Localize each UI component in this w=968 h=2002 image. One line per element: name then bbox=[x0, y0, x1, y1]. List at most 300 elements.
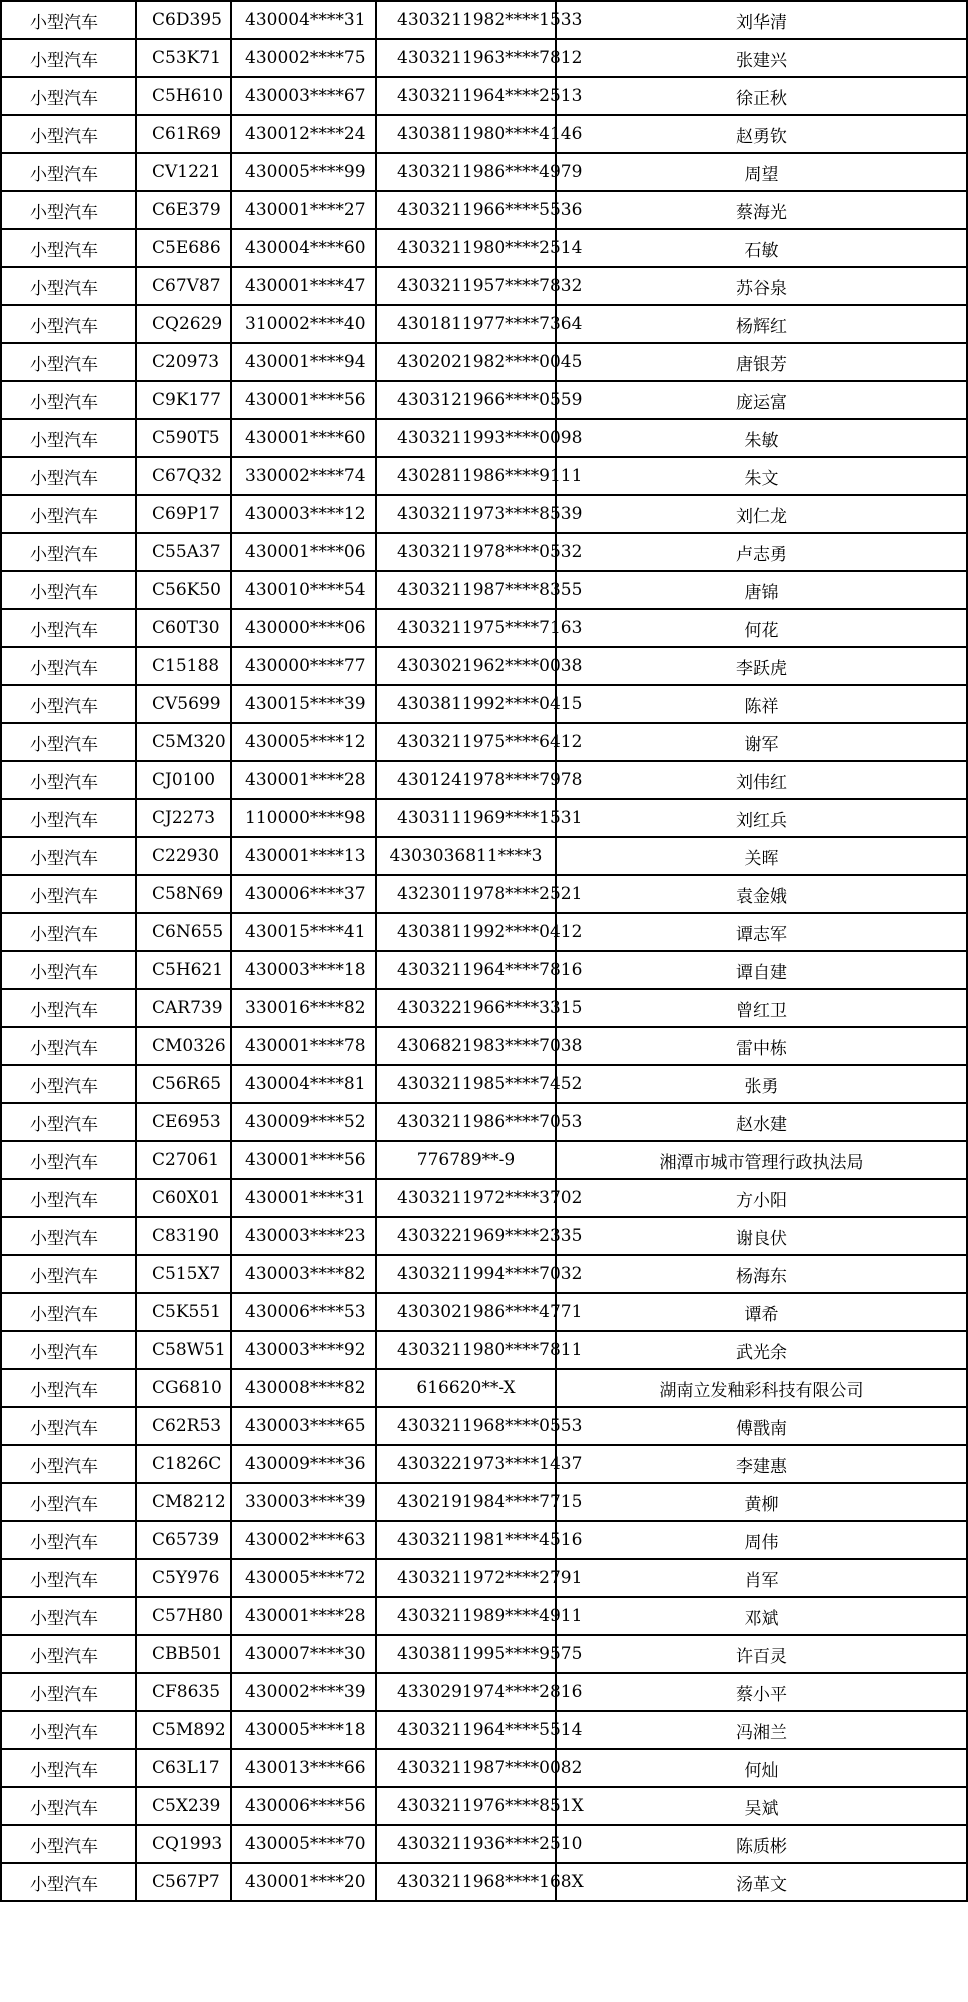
id-number-cell: 4330291974****2816 bbox=[376, 1673, 556, 1711]
id-number-cell: 4303211968****168X bbox=[376, 1863, 556, 1901]
vehicle-type-cell: 小型汽车 bbox=[1, 1863, 136, 1901]
vehicle-type-cell: 小型汽车 bbox=[1, 1141, 136, 1179]
vehicle-type-cell: 小型汽车 bbox=[1, 457, 136, 495]
owner-name-cell: 谭志军 bbox=[556, 913, 967, 951]
owner-name-cell: 唐银芳 bbox=[556, 343, 967, 381]
table-row bbox=[1, 495, 967, 533]
vehicle-type-cell: 小型汽车 bbox=[1, 685, 136, 723]
vehicle-type-cell: 小型汽车 bbox=[1, 305, 136, 343]
owner-name-cell: 谭自建 bbox=[556, 951, 967, 989]
table-row bbox=[1, 1445, 967, 1483]
postal-code-cell: 430002****39 bbox=[231, 1673, 376, 1711]
owner-name-cell: 赵水建 bbox=[556, 1103, 967, 1141]
vehicle-type-cell: 小型汽车 bbox=[1, 1483, 136, 1521]
plate-number-cell: CM8212 bbox=[136, 1483, 231, 1521]
postal-code-cell: 430008****82 bbox=[231, 1369, 376, 1407]
id-number-cell: 4302021982****0045 bbox=[376, 343, 556, 381]
table-row bbox=[1, 1407, 967, 1445]
id-number-cell: 4303211982****1533 bbox=[376, 1, 556, 39]
postal-code-cell: 430001****13 bbox=[231, 837, 376, 875]
id-number-cell: 4303211963****7812 bbox=[376, 39, 556, 77]
table-row bbox=[1, 989, 967, 1027]
vehicle-type-cell: 小型汽车 bbox=[1, 799, 136, 837]
owner-name-cell: 刘华清 bbox=[556, 1, 967, 39]
plate-number-cell: C5H610 bbox=[136, 77, 231, 115]
id-number-cell: 4303211975****7163 bbox=[376, 609, 556, 647]
owner-name-cell: 李建惠 bbox=[556, 1445, 967, 1483]
table-row bbox=[1, 571, 967, 609]
table-row bbox=[1, 1369, 967, 1407]
vehicle-type-cell: 小型汽车 bbox=[1, 609, 136, 647]
plate-number-cell: C62R53 bbox=[136, 1407, 231, 1445]
plate-number-cell: C60X01 bbox=[136, 1179, 231, 1217]
owner-name-cell: 肖军 bbox=[556, 1559, 967, 1597]
id-number-cell: 4302191984****7715 bbox=[376, 1483, 556, 1521]
id-number-cell: 4303211981****4516 bbox=[376, 1521, 556, 1559]
owner-name-cell: 吴斌 bbox=[556, 1787, 967, 1825]
id-number-cell: 4303036811****3 bbox=[376, 837, 556, 875]
id-number-cell: 4301811977****7364 bbox=[376, 305, 556, 343]
id-number-cell: 4303211964****2513 bbox=[376, 77, 556, 115]
vehicle-type-cell: 小型汽车 bbox=[1, 381, 136, 419]
vehicle-type-cell: 小型汽车 bbox=[1, 343, 136, 381]
table-row bbox=[1, 1787, 967, 1825]
id-number-cell: 4303211993****0098 bbox=[376, 419, 556, 457]
table-row bbox=[1, 1521, 967, 1559]
owner-name-cell: 何花 bbox=[556, 609, 967, 647]
table-row bbox=[1, 761, 967, 799]
plate-number-cell: C60T30 bbox=[136, 609, 231, 647]
table-row bbox=[1, 1217, 967, 1255]
postal-code-cell: 330016****82 bbox=[231, 989, 376, 1027]
owner-name-cell: 石敏 bbox=[556, 229, 967, 267]
id-number-cell: 4303211994****7032 bbox=[376, 1255, 556, 1293]
postal-code-cell: 430015****39 bbox=[231, 685, 376, 723]
postal-code-cell: 430004****31 bbox=[231, 1, 376, 39]
postal-code-cell: 430006****37 bbox=[231, 875, 376, 913]
owner-name-cell: 朱敏 bbox=[556, 419, 967, 457]
plate-number-cell: CM0326 bbox=[136, 1027, 231, 1065]
vehicle-type-cell: 小型汽车 bbox=[1, 761, 136, 799]
table-row bbox=[1, 1825, 967, 1863]
vehicle-type-cell: 小型汽车 bbox=[1, 1065, 136, 1103]
table-row bbox=[1, 1635, 967, 1673]
vehicle-type-cell: 小型汽车 bbox=[1, 495, 136, 533]
vehicle-type-cell: 小型汽车 bbox=[1, 115, 136, 153]
id-number-cell: 4303211972****3702 bbox=[376, 1179, 556, 1217]
vehicle-type-cell: 小型汽车 bbox=[1, 77, 136, 115]
postal-code-cell: 430001****94 bbox=[231, 343, 376, 381]
vehicle-type-cell: 小型汽车 bbox=[1, 1597, 136, 1635]
vehicle-type-cell: 小型汽车 bbox=[1, 1825, 136, 1863]
vehicle-type-cell: 小型汽车 bbox=[1, 533, 136, 571]
id-number-cell: 4303811992****0412 bbox=[376, 913, 556, 951]
owner-name-cell: 何灿 bbox=[556, 1749, 967, 1787]
table-row bbox=[1, 609, 967, 647]
plate-number-cell: C5M892 bbox=[136, 1711, 231, 1749]
owner-name-cell: 徐正秋 bbox=[556, 77, 967, 115]
vehicle-type-cell: 小型汽车 bbox=[1, 1787, 136, 1825]
owner-name-cell: 袁金娥 bbox=[556, 875, 967, 913]
postal-code-cell: 430006****56 bbox=[231, 1787, 376, 1825]
plate-number-cell: C56R65 bbox=[136, 1065, 231, 1103]
owner-name-cell: 张勇 bbox=[556, 1065, 967, 1103]
plate-number-cell: CBB501 bbox=[136, 1635, 231, 1673]
id-number-cell: 4303211966****5536 bbox=[376, 191, 556, 229]
vehicle-type-cell: 小型汽车 bbox=[1, 571, 136, 609]
vehicle-type-cell: 小型汽车 bbox=[1, 1711, 136, 1749]
id-number-cell: 4303221973****1437 bbox=[376, 1445, 556, 1483]
owner-name-cell: 李跃虎 bbox=[556, 647, 967, 685]
owner-name-cell: 曾红卫 bbox=[556, 989, 967, 1027]
id-number-cell: 4302811986****9111 bbox=[376, 457, 556, 495]
owner-name-cell: 朱文 bbox=[556, 457, 967, 495]
plate-number-cell: C567P7 bbox=[136, 1863, 231, 1901]
owner-name-cell: 谢良伏 bbox=[556, 1217, 967, 1255]
postal-code-cell: 430001****27 bbox=[231, 191, 376, 229]
id-number-cell: 776789**-9 bbox=[376, 1141, 556, 1179]
table-row bbox=[1, 115, 967, 153]
postal-code-cell: 430004****60 bbox=[231, 229, 376, 267]
id-number-cell: 4306821983****7038 bbox=[376, 1027, 556, 1065]
id-number-cell: 4303211972****2791 bbox=[376, 1559, 556, 1597]
plate-number-cell: C58N69 bbox=[136, 875, 231, 913]
postal-code-cell: 430001****56 bbox=[231, 381, 376, 419]
owner-name-cell: 谭希 bbox=[556, 1293, 967, 1331]
postal-code-cell: 430007****30 bbox=[231, 1635, 376, 1673]
vehicle-type-cell: 小型汽车 bbox=[1, 1635, 136, 1673]
id-number-cell: 4303211989****4911 bbox=[376, 1597, 556, 1635]
table-row bbox=[1, 39, 967, 77]
owner-name-cell: 刘伟红 bbox=[556, 761, 967, 799]
owner-name-cell: 周伟 bbox=[556, 1521, 967, 1559]
id-number-cell: 4303211964****5514 bbox=[376, 1711, 556, 1749]
plate-number-cell: C67Q32 bbox=[136, 457, 231, 495]
postal-code-cell: 430003****82 bbox=[231, 1255, 376, 1293]
id-number-cell: 4303121966****0559 bbox=[376, 381, 556, 419]
table-row bbox=[1, 1065, 967, 1103]
table-row bbox=[1, 1027, 967, 1065]
owner-name-cell: 雷中栋 bbox=[556, 1027, 967, 1065]
plate-number-cell: C65739 bbox=[136, 1521, 231, 1559]
postal-code-cell: 430005****72 bbox=[231, 1559, 376, 1597]
plate-number-cell: C69P17 bbox=[136, 495, 231, 533]
id-number-cell: 4303811980****4146 bbox=[376, 115, 556, 153]
owner-name-cell: 陈质彬 bbox=[556, 1825, 967, 1863]
table-row bbox=[1, 1711, 967, 1749]
postal-code-cell: 430010****54 bbox=[231, 571, 376, 609]
id-number-cell: 4303211964****7816 bbox=[376, 951, 556, 989]
owner-name-cell: 庞运富 bbox=[556, 381, 967, 419]
plate-number-cell: C590T5 bbox=[136, 419, 231, 457]
owner-name-cell: 谢军 bbox=[556, 723, 967, 761]
table-row bbox=[1, 1, 967, 39]
plate-number-cell: C5Y976 bbox=[136, 1559, 231, 1597]
vehicle-type-cell: 小型汽车 bbox=[1, 1293, 136, 1331]
table-row bbox=[1, 1103, 967, 1141]
plate-number-cell: CAR739 bbox=[136, 989, 231, 1027]
owner-name-cell: 湘潭市城市管理行政执法局 bbox=[556, 1141, 967, 1179]
postal-code-cell: 430002****75 bbox=[231, 39, 376, 77]
postal-code-cell: 430001****31 bbox=[231, 1179, 376, 1217]
id-number-cell: 4303211987****8355 bbox=[376, 571, 556, 609]
table-row bbox=[1, 1255, 967, 1293]
postal-code-cell: 430001****78 bbox=[231, 1027, 376, 1065]
owner-name-cell: 武光余 bbox=[556, 1331, 967, 1369]
owner-name-cell: 黄柳 bbox=[556, 1483, 967, 1521]
id-number-cell: 4323011978****2521 bbox=[376, 875, 556, 913]
vehicle-type-cell: 小型汽车 bbox=[1, 153, 136, 191]
postal-code-cell: 430001****47 bbox=[231, 267, 376, 305]
id-number-cell: 4303211975****6412 bbox=[376, 723, 556, 761]
vehicle-type-cell: 小型汽车 bbox=[1, 1559, 136, 1597]
owner-name-cell: 杨辉红 bbox=[556, 305, 967, 343]
table-row bbox=[1, 1179, 967, 1217]
table-row bbox=[1, 875, 967, 913]
id-number-cell: 4303211986****7053 bbox=[376, 1103, 556, 1141]
owner-name-cell: 蔡海光 bbox=[556, 191, 967, 229]
owner-name-cell: 关晖 bbox=[556, 837, 967, 875]
table-row bbox=[1, 267, 967, 305]
table-row bbox=[1, 419, 967, 457]
postal-code-cell: 430001****60 bbox=[231, 419, 376, 457]
id-number-cell: 4303021962****0038 bbox=[376, 647, 556, 685]
owner-name-cell: 张建兴 bbox=[556, 39, 967, 77]
table-row bbox=[1, 191, 967, 229]
owner-name-cell: 傅戬南 bbox=[556, 1407, 967, 1445]
vehicle-type-cell: 小型汽车 bbox=[1, 1407, 136, 1445]
plate-number-cell: CQ1993 bbox=[136, 1825, 231, 1863]
vehicle-type-cell: 小型汽车 bbox=[1, 1217, 136, 1255]
plate-number-cell: C67V87 bbox=[136, 267, 231, 305]
table-row bbox=[1, 1293, 967, 1331]
postal-code-cell: 330002****74 bbox=[231, 457, 376, 495]
postal-code-cell: 430003****92 bbox=[231, 1331, 376, 1369]
postal-code-cell: 430003****18 bbox=[231, 951, 376, 989]
postal-code-cell: 430000****77 bbox=[231, 647, 376, 685]
vehicle-type-cell: 小型汽车 bbox=[1, 1027, 136, 1065]
table-row bbox=[1, 1559, 967, 1597]
vehicle-type-cell: 小型汽车 bbox=[1, 1445, 136, 1483]
postal-code-cell: 430003****12 bbox=[231, 495, 376, 533]
plate-number-cell: C1826C bbox=[136, 1445, 231, 1483]
plate-number-cell: CG6810 bbox=[136, 1369, 231, 1407]
plate-number-cell: C515X7 bbox=[136, 1255, 231, 1293]
vehicle-type-cell: 小型汽车 bbox=[1, 1369, 136, 1407]
vehicle-type-cell: 小型汽车 bbox=[1, 419, 136, 457]
postal-code-cell: 430005****99 bbox=[231, 153, 376, 191]
postal-code-cell: 330003****39 bbox=[231, 1483, 376, 1521]
owner-name-cell: 汤革文 bbox=[556, 1863, 967, 1901]
vehicle-type-cell: 小型汽车 bbox=[1, 1255, 136, 1293]
vehicle-type-cell: 小型汽车 bbox=[1, 951, 136, 989]
plate-number-cell: C9K177 bbox=[136, 381, 231, 419]
owner-name-cell: 刘仁龙 bbox=[556, 495, 967, 533]
plate-number-cell: C5X239 bbox=[136, 1787, 231, 1825]
postal-code-cell: 430001****28 bbox=[231, 761, 376, 799]
table-row bbox=[1, 533, 967, 571]
postal-code-cell: 430012****24 bbox=[231, 115, 376, 153]
table-row bbox=[1, 305, 967, 343]
plate-number-cell: CJ0100 bbox=[136, 761, 231, 799]
vehicle-type-cell: 小型汽车 bbox=[1, 875, 136, 913]
plate-number-cell: C61R69 bbox=[136, 115, 231, 153]
postal-code-cell: 430000****06 bbox=[231, 609, 376, 647]
table-body bbox=[1, 1, 967, 1901]
table-row bbox=[1, 77, 967, 115]
id-number-cell: 4303211936****2510 bbox=[376, 1825, 556, 1863]
id-number-cell: 616620**-X bbox=[376, 1369, 556, 1407]
postal-code-cell: 430009****52 bbox=[231, 1103, 376, 1141]
postal-code-cell: 110000****98 bbox=[231, 799, 376, 837]
id-number-cell: 4303211973****8539 bbox=[376, 495, 556, 533]
id-number-cell: 4303221969****2335 bbox=[376, 1217, 556, 1255]
plate-number-cell: C6D395 bbox=[136, 1, 231, 39]
table-row bbox=[1, 951, 967, 989]
postal-code-cell: 430015****41 bbox=[231, 913, 376, 951]
postal-code-cell: 430005****18 bbox=[231, 1711, 376, 1749]
plate-number-cell: C58W51 bbox=[136, 1331, 231, 1369]
plate-number-cell: C6E379 bbox=[136, 191, 231, 229]
plate-number-cell: C15188 bbox=[136, 647, 231, 685]
owner-name-cell: 杨海东 bbox=[556, 1255, 967, 1293]
postal-code-cell: 430001****20 bbox=[231, 1863, 376, 1901]
vehicle-type-cell: 小型汽车 bbox=[1, 39, 136, 77]
vehicle-type-cell: 小型汽车 bbox=[1, 191, 136, 229]
table-row bbox=[1, 1141, 967, 1179]
table-row bbox=[1, 1483, 967, 1521]
vehicle-type-cell: 小型汽车 bbox=[1, 1103, 136, 1141]
id-number-cell: 4303211980****2514 bbox=[376, 229, 556, 267]
table-row bbox=[1, 1863, 967, 1901]
postal-code-cell: 430003****67 bbox=[231, 77, 376, 115]
id-number-cell: 4303211957****7832 bbox=[376, 267, 556, 305]
vehicle-type-cell: 小型汽车 bbox=[1, 1331, 136, 1369]
owner-name-cell: 刘红兵 bbox=[556, 799, 967, 837]
vehicle-type-cell: 小型汽车 bbox=[1, 723, 136, 761]
postal-code-cell: 430005****12 bbox=[231, 723, 376, 761]
plate-number-cell: C56K50 bbox=[136, 571, 231, 609]
table-row bbox=[1, 381, 967, 419]
postal-code-cell: 430001****56 bbox=[231, 1141, 376, 1179]
owner-name-cell: 赵勇钦 bbox=[556, 115, 967, 153]
postal-code-cell: 430004****81 bbox=[231, 1065, 376, 1103]
table-row bbox=[1, 685, 967, 723]
postal-code-cell: 430005****70 bbox=[231, 1825, 376, 1863]
id-number-cell: 4303211978****0532 bbox=[376, 533, 556, 571]
postal-code-cell: 430006****53 bbox=[231, 1293, 376, 1331]
plate-number-cell: CV1221 bbox=[136, 153, 231, 191]
plate-number-cell: C22930 bbox=[136, 837, 231, 875]
plate-number-cell: C53K71 bbox=[136, 39, 231, 77]
table-row bbox=[1, 723, 967, 761]
vehicle-type-cell: 小型汽车 bbox=[1, 837, 136, 875]
plate-number-cell: C83190 bbox=[136, 1217, 231, 1255]
plate-number-cell: C5M320 bbox=[136, 723, 231, 761]
postal-code-cell: 430001****28 bbox=[231, 1597, 376, 1635]
owner-name-cell: 陈祥 bbox=[556, 685, 967, 723]
plate-number-cell: C55A37 bbox=[136, 533, 231, 571]
id-number-cell: 4303111969****1531 bbox=[376, 799, 556, 837]
vehicle-type-cell: 小型汽车 bbox=[1, 1673, 136, 1711]
vehicle-type-cell: 小型汽车 bbox=[1, 267, 136, 305]
owner-name-cell: 蔡小平 bbox=[556, 1673, 967, 1711]
plate-number-cell: C6N655 bbox=[136, 913, 231, 951]
postal-code-cell: 430003****23 bbox=[231, 1217, 376, 1255]
plate-number-cell: CV5699 bbox=[136, 685, 231, 723]
postal-code-cell: 310002****40 bbox=[231, 305, 376, 343]
postal-code-cell: 430009****36 bbox=[231, 1445, 376, 1483]
plate-number-cell: C57H80 bbox=[136, 1597, 231, 1635]
vehicle-type-cell: 小型汽车 bbox=[1, 1179, 136, 1217]
owner-name-cell: 方小阳 bbox=[556, 1179, 967, 1217]
id-number-cell: 4303021986****4771 bbox=[376, 1293, 556, 1331]
postal-code-cell: 430001****06 bbox=[231, 533, 376, 571]
owner-name-cell: 唐锦 bbox=[556, 571, 967, 609]
table-row bbox=[1, 1597, 967, 1635]
vehicle-type-cell: 小型汽车 bbox=[1, 229, 136, 267]
plate-number-cell: C5K551 bbox=[136, 1293, 231, 1331]
table-row bbox=[1, 1673, 967, 1711]
id-number-cell: 4301241978****7978 bbox=[376, 761, 556, 799]
vehicle-type-cell: 小型汽车 bbox=[1, 1521, 136, 1559]
postal-code-cell: 430013****66 bbox=[231, 1749, 376, 1787]
table-row bbox=[1, 837, 967, 875]
id-number-cell: 4303811995****9575 bbox=[376, 1635, 556, 1673]
owner-name-cell: 湖南立发釉彩科技有限公司 bbox=[556, 1369, 967, 1407]
owner-name-cell: 卢志勇 bbox=[556, 533, 967, 571]
postal-code-cell: 430003****65 bbox=[231, 1407, 376, 1445]
id-number-cell: 4303211980****7811 bbox=[376, 1331, 556, 1369]
vehicle-type-cell: 小型汽车 bbox=[1, 913, 136, 951]
plate-number-cell: CF8635 bbox=[136, 1673, 231, 1711]
table-row bbox=[1, 647, 967, 685]
plate-number-cell: CQ2629 bbox=[136, 305, 231, 343]
owner-name-cell: 苏谷泉 bbox=[556, 267, 967, 305]
id-number-cell: 4303211987****0082 bbox=[376, 1749, 556, 1787]
table-row bbox=[1, 457, 967, 495]
vehicle-type-cell: 小型汽车 bbox=[1, 1, 136, 39]
id-number-cell: 4303211985****7452 bbox=[376, 1065, 556, 1103]
id-number-cell: 4303211976****851X bbox=[376, 1787, 556, 1825]
postal-code-cell: 430002****63 bbox=[231, 1521, 376, 1559]
id-number-cell: 4303211968****0553 bbox=[376, 1407, 556, 1445]
vehicle-type-cell: 小型汽车 bbox=[1, 1749, 136, 1787]
id-number-cell: 4303221966****3315 bbox=[376, 989, 556, 1027]
owner-name-cell: 邓斌 bbox=[556, 1597, 967, 1635]
table-row bbox=[1, 153, 967, 191]
table-row bbox=[1, 799, 967, 837]
vehicle-type-cell: 小型汽车 bbox=[1, 989, 136, 1027]
plate-number-cell: CE6953 bbox=[136, 1103, 231, 1141]
plate-number-cell: C27061 bbox=[136, 1141, 231, 1179]
plate-number-cell: C63L17 bbox=[136, 1749, 231, 1787]
table-row bbox=[1, 1749, 967, 1787]
id-number-cell: 4303811992****0415 bbox=[376, 685, 556, 723]
owner-name-cell: 冯湘兰 bbox=[556, 1711, 967, 1749]
table-row bbox=[1, 343, 967, 381]
plate-number-cell: C5E686 bbox=[136, 229, 231, 267]
owner-name-cell: 许百灵 bbox=[556, 1635, 967, 1673]
table-row bbox=[1, 229, 967, 267]
table-row bbox=[1, 913, 967, 951]
owner-name-cell: 周望 bbox=[556, 153, 967, 191]
table-row bbox=[1, 1331, 967, 1369]
plate-number-cell: CJ2273 bbox=[136, 799, 231, 837]
plate-number-cell: C20973 bbox=[136, 343, 231, 381]
id-number-cell: 4303211986****4979 bbox=[376, 153, 556, 191]
vehicle-type-cell: 小型汽车 bbox=[1, 647, 136, 685]
